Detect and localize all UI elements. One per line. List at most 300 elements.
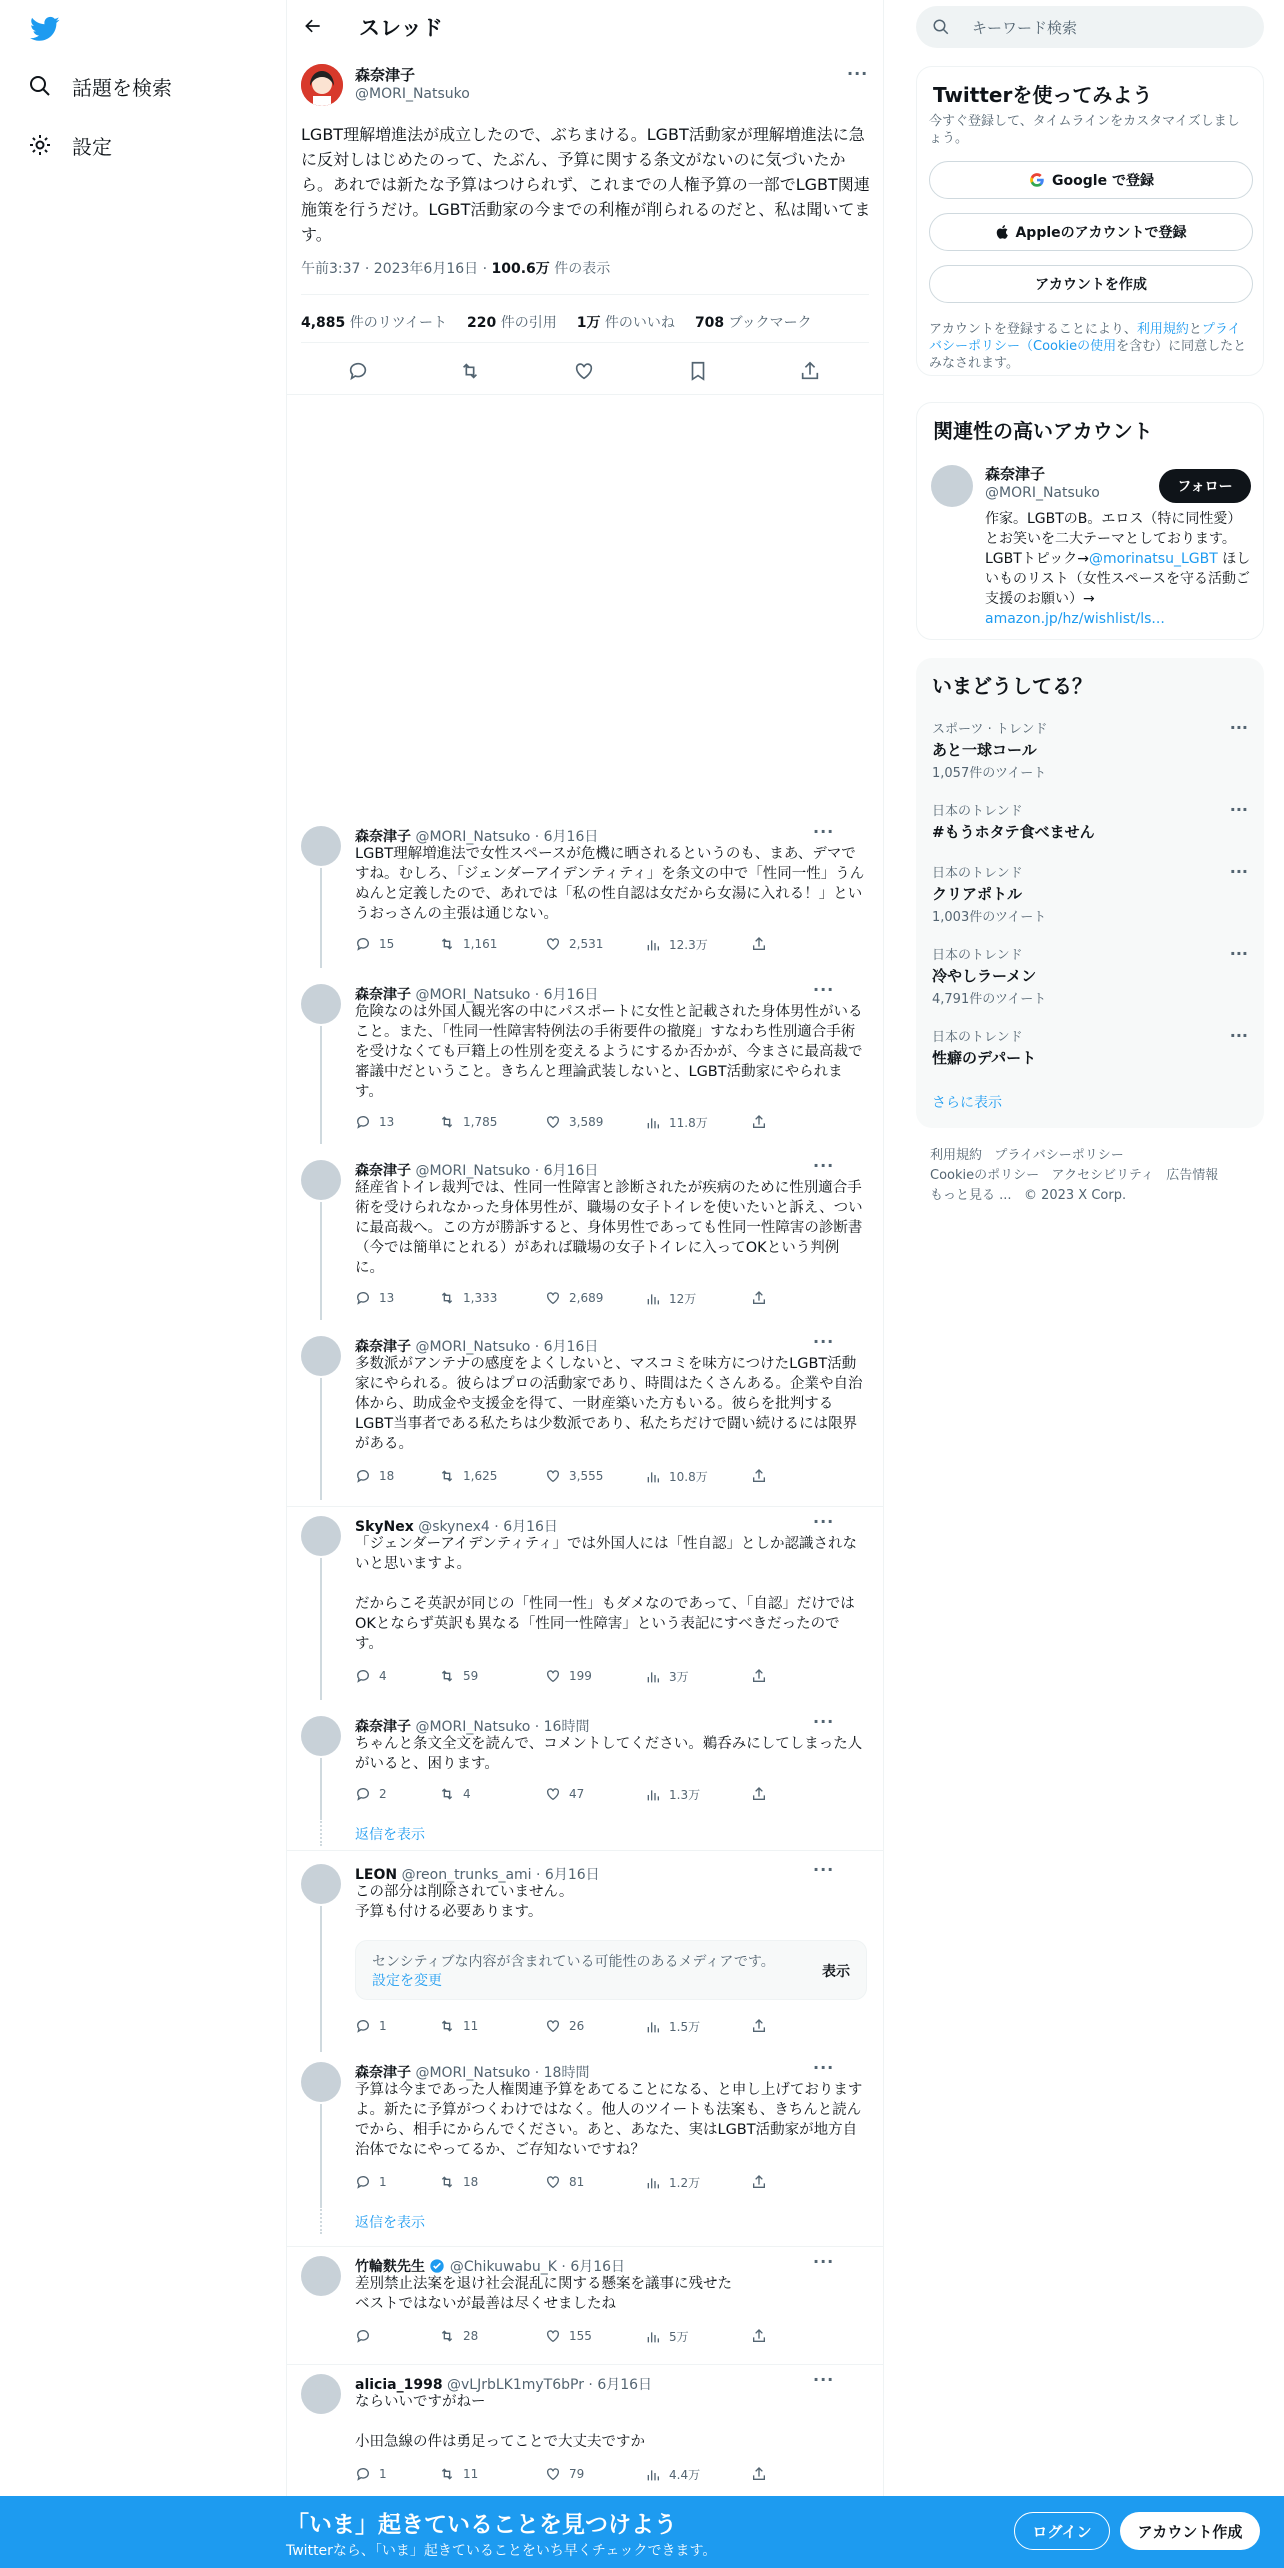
retweet-button[interactable] xyxy=(439,1668,478,1684)
share-button[interactable] xyxy=(751,2328,775,2344)
views-count: 4.4万 xyxy=(669,2468,701,2482)
avatar[interactable] xyxy=(301,2374,341,2414)
privacy-link[interactable]: プライバシーポリシー（Cookieの使用 xyxy=(929,322,1241,354)
gear-icon xyxy=(28,133,52,157)
quotes-label: 件の引用 xyxy=(496,315,557,331)
reply-author-handle[interactable]: @skynex4 xyxy=(418,1519,490,1535)
trend-count: 4,791件のツイート xyxy=(932,992,1047,1007)
reply-time[interactable]: · 6月16日 xyxy=(530,829,599,845)
reply-author-name[interactable]: 森奈津子 xyxy=(355,987,411,1003)
reply-tweet[interactable] xyxy=(287,1512,883,1692)
reply-icon xyxy=(355,2466,371,2482)
reply-author-handle[interactable]: @MORI_Natsuko xyxy=(415,1339,531,1355)
trend-name: クリアポトル xyxy=(932,885,1023,903)
thread-column xyxy=(286,0,884,2568)
reply-text: 多数派がアンテナの感度をよくしないと、マスコミを味方につけたLGBT活動家にやられる。彼らはプロの活動家であり、時間はたくさんある。企業や自治体から、助成金や支援金を得て、一財産築いた方もいる。彼らを批判するLGBT当事者である私たちは少数派であり、私たちだけで闘い続けるには限界がある。 xyxy=(355,1356,863,1452)
reply-author-handle[interactable]: @MORI_Natsuko xyxy=(415,1719,531,1735)
terms-prefix: アカウントを登録することにより、 xyxy=(929,322,1137,337)
apple-signup-label: Appleのアカウントで登録 xyxy=(1015,225,1187,241)
create-account-button[interactable]: アカウントを作成 xyxy=(929,265,1253,303)
trend-item[interactable] xyxy=(932,1026,1248,1068)
retweet-icon xyxy=(439,2328,455,2344)
reply-text: 差別禁止法案を退け社会混乱に関する懸案を議事に残せた ベストではないが最善は尽くせましたね xyxy=(355,2276,732,2312)
reply-author-name[interactable]: LEON xyxy=(355,1867,398,1883)
views-count: 1.2万 xyxy=(669,2176,701,2190)
retweet-count: 18 xyxy=(463,2175,479,2189)
divider xyxy=(301,342,869,343)
trend-item[interactable] xyxy=(932,718,1248,781)
reply-text: 経産省トイレ裁判では、性同一性障害と診断されたが疾病のために性別適合手術を受けられなかった身体男性が、職場の女子トイレを使いたいと訴え、ついに最高裁へ。この方が勝訴すると、身体男性であっても性同一性障害の診断書（今では簡単にとれる）があれば職場の女子トイレに入ってOKという判例に。 xyxy=(355,1180,863,1276)
reply-icon xyxy=(355,1114,371,1130)
sensitive-media-warning xyxy=(355,1940,867,2000)
share-icon xyxy=(751,1786,767,1802)
like-count: 3,555 xyxy=(569,1469,604,1483)
author-name[interactable]: 森奈津子 xyxy=(355,66,416,84)
apple-icon xyxy=(995,224,1011,240)
show-more-trends[interactable]: さらに表示 xyxy=(932,1095,1002,1111)
like-icon xyxy=(545,1786,561,1802)
like-count: 26 xyxy=(569,2019,585,2033)
more-options-icon[interactable]: ··· xyxy=(813,2370,835,2389)
like-button[interactable] xyxy=(545,2466,584,2482)
like-icon xyxy=(545,1468,561,1484)
like-button[interactable] xyxy=(545,2174,584,2190)
reply-tweet[interactable] xyxy=(287,2058,883,2198)
footer-cookie[interactable]: Cookieのポリシー xyxy=(930,1168,1040,1183)
terms-notice xyxy=(929,321,1249,372)
more-options-icon[interactable]: ··· xyxy=(1229,800,1248,819)
bookmarks-label: ブックマーク xyxy=(724,315,812,331)
show-media-button[interactable]: 表示 xyxy=(822,1964,850,1980)
retweet-icon xyxy=(439,1114,455,1130)
views-button[interactable] xyxy=(645,2018,700,2035)
views-count: 10.8万 xyxy=(669,1470,708,1484)
trend-context: 日本のトレンド xyxy=(932,1030,1023,1045)
more-options-icon[interactable]: ··· xyxy=(847,64,869,83)
like-button[interactable] xyxy=(545,1114,603,1130)
reply-header xyxy=(355,2374,652,2394)
like-button[interactable] xyxy=(545,2018,584,2034)
reply-action-bar xyxy=(355,2174,775,2194)
share-button[interactable] xyxy=(751,2174,775,2190)
retweet-button[interactable] xyxy=(439,1114,497,1130)
reply-button[interactable] xyxy=(355,1468,394,1484)
divider xyxy=(287,1850,883,1851)
retweet-icon xyxy=(439,1786,455,1802)
more-options-icon[interactable]: ··· xyxy=(813,980,835,999)
like-button[interactable] xyxy=(545,936,603,952)
avatar[interactable] xyxy=(301,2256,341,2296)
likes-label: 件のいいね xyxy=(600,315,675,331)
more-options-icon[interactable]: ··· xyxy=(1229,862,1248,881)
tweet-text: LGBT理解増進法が成立したので、ぶちまける。LGBT活動家が理解増進法に急に反対しはじめたのって、たぶん、予算に関する条文がないのに気づいたから。あれでは新たな予算はつけられず、これまでの人権予算の一部でLGBT関連施策を行うだけ。LGBT活動家の今までの利権が削られるのだと、私は聞いてます。 xyxy=(301,125,871,244)
retweet-icon[interactable] xyxy=(459,360,481,382)
bottom-signup-bar xyxy=(0,2496,1284,2568)
reply-button[interactable] xyxy=(355,936,394,952)
reply-tweet[interactable] xyxy=(287,1156,883,1314)
google-signup-label: Google で登録 xyxy=(1052,173,1154,189)
reply-time[interactable]: · 6月16日 xyxy=(530,987,599,1003)
views-count: 12.3万 xyxy=(669,938,708,952)
avatar[interactable] xyxy=(301,1516,341,1556)
reply-button[interactable] xyxy=(355,1290,394,1306)
views-icon xyxy=(645,2175,661,2191)
share-button[interactable] xyxy=(751,2466,775,2482)
reply-count: 18 xyxy=(379,1469,395,1483)
views-button[interactable] xyxy=(645,2466,700,2483)
reply-count: 2 xyxy=(379,1787,387,1801)
footer-ads[interactable]: 広告情報 xyxy=(1166,1168,1219,1183)
reply-text: LGBT理解増進法で女性スペースが危機に晒されるというのも、まあ、デマですね。むしろ、「ジェンダーアイデンティティ」を条文の中で「性同一性」うんぬんと定義したので、あれでは「私の性自認は女だから女湯に入れる！」というおっさんの主張は通じない。 xyxy=(355,846,865,922)
like-button[interactable] xyxy=(545,1668,592,1684)
reply-text: 「ジェンダーアイデンティティ」では外国人には「性自認」としか認識されないと思いますよ。 だからこそ英訳が同じの「性同一性」もダメなのであって、「自認」だけではOKとならず英訳も異なる「性同一性障害」という表記にすべきだったのです。 xyxy=(355,1536,857,1652)
retweet-count: 4 xyxy=(463,1787,471,1801)
like-button[interactable] xyxy=(545,1290,603,1306)
views-button[interactable] xyxy=(645,1290,696,1307)
like-count: 47 xyxy=(569,1787,585,1801)
reply-button[interactable] xyxy=(355,2328,379,2344)
reply-tweet[interactable] xyxy=(287,822,883,960)
trend-context: 日本のトレンド xyxy=(932,948,1023,963)
divider xyxy=(287,2364,883,2365)
avatar[interactable] xyxy=(301,984,341,1024)
avatar[interactable] xyxy=(301,1716,341,1756)
avatar[interactable] xyxy=(931,465,973,507)
more-options-icon[interactable]: ··· xyxy=(813,1512,835,1531)
reply-button[interactable] xyxy=(355,2174,387,2190)
reply-tweet[interactable] xyxy=(287,1712,883,1810)
reply-button[interactable] xyxy=(355,1114,394,1130)
back-arrow-icon[interactable] xyxy=(303,16,323,36)
reply-time[interactable]: · 6月16日 xyxy=(489,1519,558,1535)
like-icon xyxy=(545,2466,561,2482)
retweet-count: 11 xyxy=(463,2019,479,2033)
likes-stat[interactable] xyxy=(577,312,675,332)
reply-author-name[interactable]: SkyNex xyxy=(355,1519,414,1535)
trend-context: スポーツ · トレンド xyxy=(932,722,1048,737)
tweet-meta xyxy=(301,258,610,278)
like-count: 79 xyxy=(569,2467,585,2481)
bottom-bar-subtitle: Twitterなら、「いま」起きていることをいち早くチェックできます。 xyxy=(286,2543,717,2559)
reply-header xyxy=(355,1864,600,1884)
search-icon xyxy=(28,74,52,98)
like-icon xyxy=(545,1668,561,1684)
change-settings-link[interactable]: 設定を変更 xyxy=(372,1973,442,1989)
twitter-logo-icon[interactable] xyxy=(28,14,62,44)
reply-author-name[interactable]: 竹輪麩先生 xyxy=(355,2259,425,2275)
trend-count: 1,003件のツイート xyxy=(932,910,1047,925)
reply-icon xyxy=(355,1668,371,1684)
bookmark-icon[interactable] xyxy=(687,360,709,382)
reply-icon[interactable] xyxy=(347,360,369,382)
trend-item[interactable] xyxy=(932,800,1248,842)
reply-author-name[interactable]: alicia_1998 xyxy=(355,2377,443,2393)
share-button[interactable] xyxy=(751,2018,775,2034)
like-icon xyxy=(545,2328,561,2344)
reply-icon xyxy=(355,1786,371,1802)
share-icon xyxy=(751,936,767,952)
reply-header xyxy=(355,1716,589,1736)
bottom-bar-title: 「いま」起きていることを見つけよう xyxy=(286,2512,677,2538)
avatar[interactable] xyxy=(301,64,343,106)
divider xyxy=(287,394,883,395)
reply-icon xyxy=(355,2328,371,2344)
reply-text: 予算は今まであった人権関連予算をあてることになる、と申し上げておりますよ。新たに予算がつくわけではなく。他人のツイートも法案も、きちんと読んでから、相手にからんでください。あと、あなた、実はLGBT活動家が地方自治体でなにやってるか、ご存知ないですね？ xyxy=(355,2082,863,2158)
reply-button[interactable] xyxy=(355,2018,387,2034)
more-options-icon[interactable]: ··· xyxy=(1229,944,1248,963)
like-count: 2,689 xyxy=(569,1291,604,1305)
retweet-count: 28 xyxy=(463,2329,479,2343)
bio-link[interactable]: amazon.jp/hz/wishlist/ls... xyxy=(985,611,1165,627)
reply-time[interactable]: · 16時間 xyxy=(530,1719,590,1735)
views-button[interactable] xyxy=(645,936,708,953)
views-count: 1.5万 xyxy=(669,2020,701,2034)
reply-author-handle[interactable]: @reon_trunks_ami xyxy=(401,1867,532,1883)
tweet-stats xyxy=(301,312,812,332)
reply-action-bar xyxy=(355,2466,775,2486)
views-button[interactable] xyxy=(645,1468,708,1485)
like-icon[interactable] xyxy=(573,360,595,382)
reply-tweet[interactable] xyxy=(287,2370,883,2490)
share-icon[interactable] xyxy=(799,360,821,382)
views-label: 件の表示 xyxy=(549,261,611,277)
share-button[interactable] xyxy=(751,1668,775,1684)
quotes-stat[interactable] xyxy=(467,312,557,332)
reply-author-handle[interactable]: @vLJrbLK1myT6bPr xyxy=(447,2377,584,2393)
signup-button[interactable]: アカウント作成 xyxy=(1120,2512,1260,2550)
thread-header xyxy=(287,0,883,53)
views-button[interactable] xyxy=(645,1114,708,1131)
divider xyxy=(301,294,869,295)
reply-icon xyxy=(355,936,371,952)
verified-badge-icon xyxy=(429,2258,445,2274)
likes-count: 1万 xyxy=(576,315,601,331)
tweet-time[interactable]: 午前3:37 · 2023年6月16日 · xyxy=(301,261,492,277)
views-button[interactable] xyxy=(645,1668,689,1685)
views-count: 100.6万 xyxy=(491,261,550,277)
reply-action-bar xyxy=(355,1668,775,1688)
reply-action-bar xyxy=(355,2018,775,2038)
footer-privacy[interactable]: プライバシーポリシー xyxy=(994,1148,1124,1163)
reply-author-name[interactable]: 森奈津子 xyxy=(355,1163,411,1179)
follow-button[interactable]: フォロー xyxy=(1159,469,1251,503)
retweet-button[interactable] xyxy=(439,2328,478,2344)
reply-author-name[interactable]: 森奈津子 xyxy=(355,829,411,845)
share-icon xyxy=(751,2466,767,2482)
signup-subtitle: 今すぐ登録して、タイムラインをカスタマイズしましょう。 xyxy=(929,114,1240,146)
like-count: 2,531 xyxy=(569,937,604,951)
reply-tweet[interactable] xyxy=(287,980,883,1138)
retweet-button[interactable] xyxy=(439,1290,497,1306)
reply-count: 1 xyxy=(379,2019,387,2033)
retweet-icon xyxy=(439,1468,455,1484)
retweet-count: 1,161 xyxy=(463,937,498,951)
signup-title: Twitterを使ってみよう xyxy=(933,83,1153,107)
related-name[interactable]: 森奈津子 xyxy=(985,465,1046,483)
reply-author-handle[interactable]: @MORI_Natsuko xyxy=(415,829,531,845)
nav-settings[interactable] xyxy=(28,125,112,165)
reply-icon xyxy=(355,1468,371,1484)
share-icon xyxy=(751,1468,767,1484)
more-options-icon[interactable]: ··· xyxy=(813,1332,835,1351)
reply-author-name[interactable]: 森奈津子 xyxy=(355,1719,411,1735)
related-bio xyxy=(985,509,1251,629)
nav-settings-label: 設定 xyxy=(72,134,112,159)
views-count: 3万 xyxy=(669,1670,689,1684)
avatar[interactable] xyxy=(301,826,341,866)
reply-action-bar xyxy=(355,2328,775,2348)
google-signup-button[interactable] xyxy=(929,161,1253,199)
reply-action-bar xyxy=(355,1786,775,1806)
like-button[interactable] xyxy=(545,2328,592,2344)
reply-author-name[interactable]: 森奈津子 xyxy=(355,1339,411,1355)
like-button[interactable] xyxy=(545,1786,584,1802)
related-accounts-card xyxy=(916,402,1264,640)
reply-time[interactable]: · 6月16日 xyxy=(583,2377,653,2393)
trend-name: あと一球コール xyxy=(932,741,1037,759)
like-count: 3,589 xyxy=(569,1115,604,1129)
retweet-icon xyxy=(439,936,455,952)
show-replies-link[interactable]: 返信を表示 xyxy=(355,2215,425,2231)
reply-count: 1 xyxy=(379,2175,387,2189)
retweet-button[interactable] xyxy=(439,936,497,952)
footer-more[interactable]: もっと見る ... xyxy=(930,1188,1012,1203)
views-icon xyxy=(645,1787,661,1803)
more-options-icon[interactable]: ··· xyxy=(1229,1026,1248,1045)
trend-name: #もうホタテ食べません xyxy=(932,823,1095,841)
apple-signup-button[interactable] xyxy=(929,213,1253,251)
share-icon xyxy=(751,2328,767,2344)
retweet-count: 11 xyxy=(463,2467,479,2481)
reply-tweet[interactable] xyxy=(287,2252,883,2352)
reply-text: ちゃんと条文全文を読んで、コメントしてください。鵜呑みにしてしまった人がいると、困ります。 xyxy=(355,1736,863,1772)
trend-context: 日本のトレンド xyxy=(932,804,1023,819)
reply-button[interactable] xyxy=(355,1668,387,1684)
like-button[interactable] xyxy=(545,1468,603,1484)
views-icon xyxy=(645,1291,661,1307)
divider xyxy=(287,2246,883,2247)
reply-time[interactable]: · 6月16日 xyxy=(531,1867,600,1883)
avatar[interactable] xyxy=(301,1864,341,1904)
reply-time[interactable]: · 18時間 xyxy=(530,2065,590,2081)
reply-time[interactable]: · 6月16日 xyxy=(556,2259,626,2275)
more-options-icon[interactable]: ··· xyxy=(813,2252,835,2271)
reply-icon xyxy=(355,2174,371,2190)
reply-author-handle[interactable]: @MORI_Natsuko xyxy=(415,2065,531,2081)
like-icon xyxy=(545,2018,561,2034)
more-options-icon[interactable]: ··· xyxy=(813,2058,835,2077)
footer-terms[interactable]: 利用規約 xyxy=(930,1148,983,1163)
bookmarks-stat[interactable] xyxy=(695,312,812,332)
reply-author-handle[interactable]: @MORI_Natsuko xyxy=(415,987,531,1003)
views-button[interactable] xyxy=(645,2174,700,2191)
retweet-icon xyxy=(439,1290,455,1306)
bio-link[interactable]: @morinatsu_LGBT xyxy=(1088,551,1218,567)
terms-and: と xyxy=(1188,322,1202,337)
retweet-button[interactable] xyxy=(439,2174,478,2190)
avatar[interactable] xyxy=(301,1160,341,1200)
reply-author-name[interactable]: 森奈津子 xyxy=(355,2065,411,2081)
reply-button[interactable] xyxy=(355,2466,387,2482)
like-icon xyxy=(545,936,561,952)
search-input[interactable] xyxy=(916,6,1264,48)
footer-accessibility[interactable]: アクセシビリティ xyxy=(1051,1168,1154,1183)
reply-time[interactable]: · 6月16日 xyxy=(530,1163,599,1179)
retweet-icon xyxy=(439,2466,455,2482)
retweet-icon xyxy=(439,2018,455,2034)
avatar[interactable] xyxy=(301,1336,341,1376)
share-button[interactable] xyxy=(751,936,775,952)
reply-count: 13 xyxy=(379,1291,395,1305)
like-icon xyxy=(545,2174,561,2190)
trend-item[interactable] xyxy=(932,944,1248,1007)
more-options-icon[interactable]: ··· xyxy=(813,1712,835,1731)
share-icon xyxy=(751,1668,767,1684)
retweet-button[interactable] xyxy=(439,1468,497,1484)
like-count: 81 xyxy=(569,2175,585,2189)
reply-header xyxy=(355,826,598,846)
views-button[interactable] xyxy=(645,1786,700,1803)
retweet-button[interactable] xyxy=(439,2466,478,2482)
retweet-icon xyxy=(439,2174,455,2190)
reply-count: 4 xyxy=(379,1669,387,1683)
author-handle[interactable]: @MORI_Natsuko xyxy=(355,86,470,102)
trend-name: 性癖のデパート xyxy=(932,1049,1037,1067)
quotes-count: 220 xyxy=(467,315,497,331)
terms-link[interactable]: 利用規約 xyxy=(1136,322,1189,337)
login-button[interactable]: ログイン xyxy=(1014,2512,1110,2550)
views-count: 5万 xyxy=(669,2330,689,2344)
more-options-icon[interactable]: ··· xyxy=(1229,718,1248,737)
more-options-icon[interactable]: ··· xyxy=(813,822,835,841)
avatar[interactable] xyxy=(301,2062,341,2102)
reply-action-bar xyxy=(355,1468,775,1488)
reply-count: 1 xyxy=(379,2467,387,2481)
retweets-stat[interactable] xyxy=(301,312,447,332)
google-icon xyxy=(1028,171,1046,189)
more-options-icon[interactable]: ··· xyxy=(813,1156,835,1175)
share-button[interactable] xyxy=(751,1114,775,1130)
bio-text: 作家。LGBTのB。エロス（特に同性愛）とお笑いを二大テーマとしております。LGBTトピック→ xyxy=(985,511,1242,567)
reply-tweet[interactable] xyxy=(287,1332,883,1492)
reply-button[interactable] xyxy=(355,1786,387,1802)
related-handle[interactable]: @MORI_Natsuko xyxy=(985,485,1100,501)
reply-action-bar xyxy=(355,1114,775,1134)
reply-text: 危険なのは外国人観光客の中にパスポートに女性と記載された身体男性がいること。また、「性同一性障害特例法の手術要件の撤廃」すなわち性別適合手術を受けなくても戸籍上の性別を変えるようにするか否かが、今まさに最高裁で審議中だということ。きちんと理論武装しないと、LGBT活動家にやられます。 xyxy=(355,1004,863,1100)
share-icon xyxy=(751,1290,767,1306)
retweet-button[interactable] xyxy=(439,1786,471,1802)
share-button[interactable] xyxy=(751,1786,775,1802)
reply-header xyxy=(355,2062,589,2082)
share-button[interactable] xyxy=(751,1468,775,1484)
bookmarks-count: 708 xyxy=(694,315,725,331)
views-count: 1.3万 xyxy=(669,1788,701,1802)
reply-icon xyxy=(355,2018,371,2034)
retweet-count: 1,785 xyxy=(463,1115,498,1129)
reply-author-handle[interactable]: @Chikuwabu_K xyxy=(449,2259,557,2275)
more-options-icon[interactable]: ··· xyxy=(813,1860,835,1879)
reply-time[interactable]: · 6月16日 xyxy=(530,1339,599,1355)
share-button[interactable] xyxy=(751,1290,775,1306)
retweet-count: 1,625 xyxy=(463,1469,498,1483)
views-button[interactable] xyxy=(645,2328,689,2345)
show-replies-link[interactable]: 返信を表示 xyxy=(355,1827,425,1843)
nav-explore[interactable] xyxy=(28,66,172,106)
reply-author-handle[interactable]: @MORI_Natsuko xyxy=(415,1163,531,1179)
share-icon xyxy=(751,2174,767,2190)
retweet-button[interactable] xyxy=(439,2018,478,2034)
trend-item[interactable] xyxy=(932,862,1248,925)
